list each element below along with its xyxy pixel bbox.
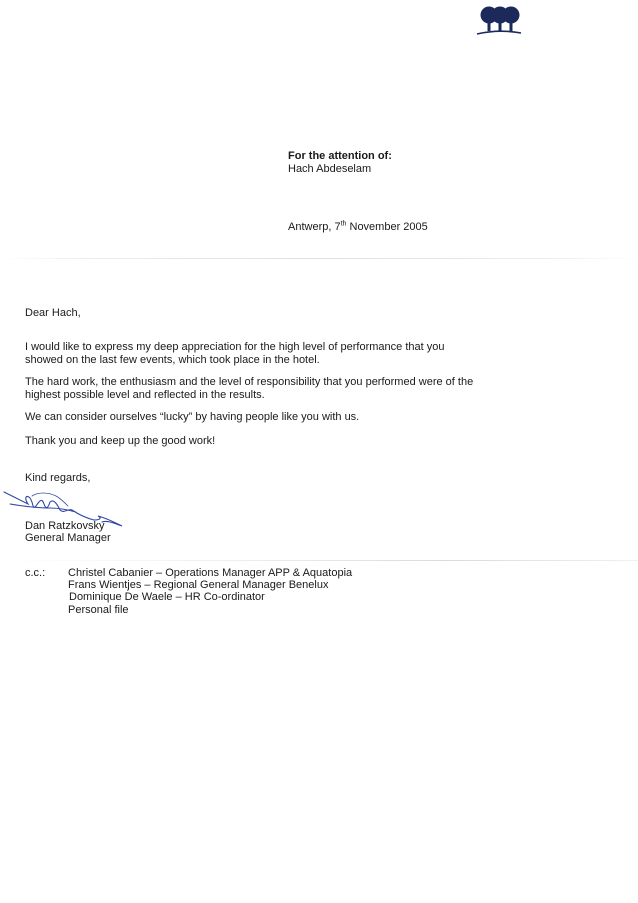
handwritten-signature-icon xyxy=(2,484,126,530)
recipient-name: Hach Abdeselam xyxy=(288,163,372,175)
three-trees-logo-icon xyxy=(474,4,524,36)
body-paragraph: I would like to express my deep appreciation for the high level of performance that you showed on the last few events, which took place in the hotel. xyxy=(25,341,445,366)
cc-list xyxy=(68,567,352,616)
cc-recipient: Christel Cabanier – Operations Manager APP & Aquatopia xyxy=(68,567,353,579)
cc-recipient: Dominique De Waele – HR Co-ordinator xyxy=(69,591,265,604)
cc-recipient: Personal file xyxy=(68,603,129,616)
body-paragraph: The hard work, the enthusiasm and the level of responsibility that you performed were of the highest possible level and reflected in the results. xyxy=(25,376,474,401)
date-prefix: Antwerp, 7 xyxy=(288,221,341,233)
cc-label: c.c.: xyxy=(25,567,46,579)
paper-fold-line xyxy=(0,258,638,259)
date-superscript: th xyxy=(340,220,347,228)
closing: Kind regards, xyxy=(25,472,91,484)
attention-label: For the attention of: xyxy=(288,150,392,162)
cc-recipient: Frans Wientjes – Regional General Manager Benelux xyxy=(68,579,329,592)
salutation: Dear Hach, xyxy=(25,307,81,319)
body-paragraph: Thank you and keep up the good work! xyxy=(25,435,216,447)
signer-name: Dan Ratzkovsky xyxy=(25,520,105,532)
letter-date xyxy=(288,221,428,234)
date-suffix: November 2005 xyxy=(346,221,428,233)
signer-title: General Manager xyxy=(25,532,111,544)
body-paragraph: We can consider ourselves “lucky” by having people like you with us. xyxy=(25,411,360,423)
paper-fold-line xyxy=(0,560,638,561)
